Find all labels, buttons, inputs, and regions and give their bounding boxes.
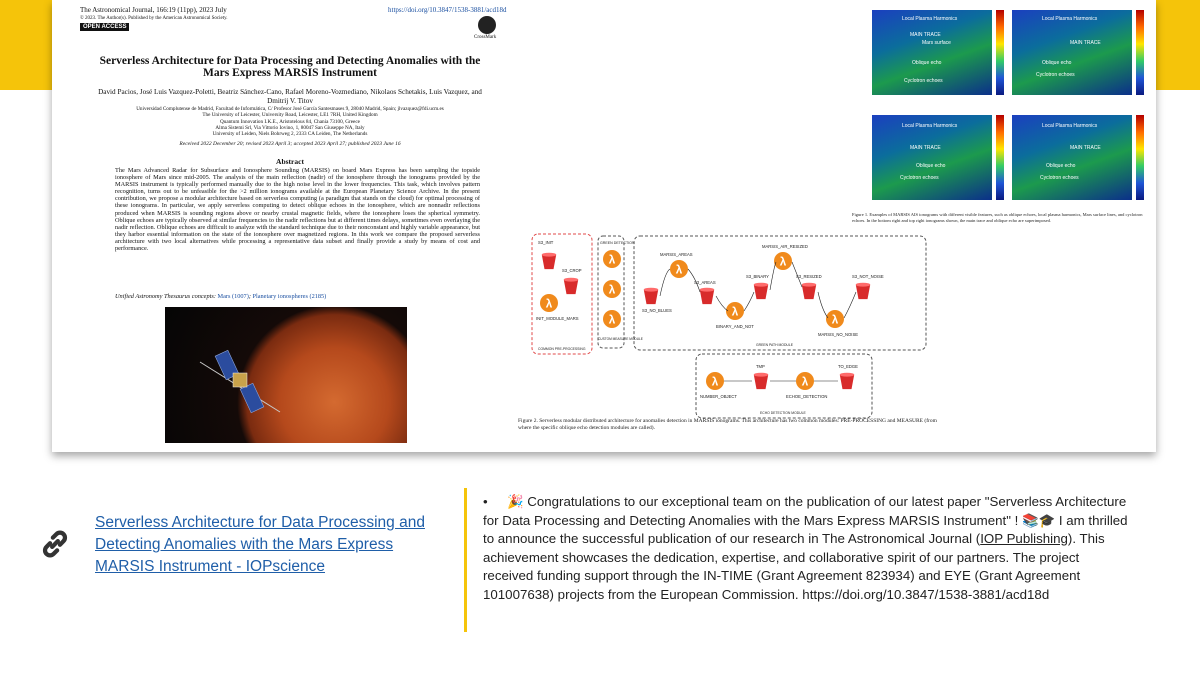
paper-first-page (70, 0, 510, 305)
bucket-icon (840, 373, 854, 389)
ionogram-label: Cyclotron echoes (1040, 175, 1079, 181)
ionogram-label: Local Plasma Harmonics (902, 16, 958, 22)
ionogram-figure (852, 0, 1152, 205)
lambda-icon (706, 372, 724, 390)
ionogram-label: MAIN TRACE (910, 145, 941, 151)
node-label: S3_CROP (562, 268, 582, 273)
ionogram-label: Local Plasma Harmonics (1042, 16, 1098, 22)
announcement-part-1: 🎉 Congratulations to our exceptional team on the publication of our latest paper "Serverless Architecture for Data Processing and Detecting Anomalies with the Mars Express MARSIS Instrument" ! 📚🎓 I am thrilled to announce the successful publication of our research in The Astronomical Journal ( (483, 494, 1128, 547)
link-icon (38, 527, 72, 561)
bucket-icon (856, 283, 870, 299)
affiliation: The University of Leicester, University Road, Leicester, LE1 7RH, United Kingdom (202, 112, 378, 119)
lambda-icon (826, 310, 844, 328)
node-label: S3_BINARY (746, 274, 769, 279)
uat-link-mars[interactable]: Mars (1007) (217, 293, 249, 300)
ionogram-label: Cyclotron echoes (1036, 72, 1075, 78)
bucket-icon (564, 278, 578, 294)
mars-express-image (165, 307, 407, 443)
open-access-badge: OPEN ACCESS (80, 23, 129, 31)
crossmark-label: CrossMark (474, 35, 497, 40)
affiliation: Universidad Complutense de Madrid, Facultad de Informática, C/ Profesor José García Santesmases 9, 28040 Madrid, Spain; jlvazquez@fdi.ucm.es (136, 106, 444, 112)
bucket-icon (802, 283, 816, 299)
bucket-icon (754, 283, 768, 299)
uat-label: Unified Astronomy Thesaurus concepts: (115, 293, 218, 300)
ionogram-label: Cyclotron echoes (904, 78, 943, 84)
affiliation: Alma Sistemi Srl, Via Vittorio Iovino, 1, 80047 San Giuseppe NA, Italy (215, 124, 365, 131)
doi-header: https://doi.org/10.3847/1538-3881/acd18d (388, 6, 507, 14)
abstract-text: The Mars Advanced Radar for Subsurface and Ionosphere Sounding (MARSIS) on board Mars Express has been sampling the topside ionosphere of Mars since mid-2005. The analysis of the main reflection (nadir) of the ionosphere through the ionograms provided by the MARSIS instrument is typically performed manually due to the high noise level in the lower frequencies. This task, which involves pattern recognition, turns out to be unfeasible for the >2 million ionograms available at the European Planetary Science Archive. In the present contribution, we propose a modular architecture based on serverless computing (a paradigm that stands on the cloud) for optimal processing of these ionograms. In particular, we apply serverless computing to detect oblique echoes in the ionosphere, which are nonnadir reflections produced when MARSIS is sounding regions above or nearby crustal magnetic fields, where the ionosphere loses the spherical symmetry. Oblique echoes are typically observed at similar frequencies to the nadir reflections but at different times delays, sometimes even overlaying the nadir reflection. Oblique echoes are difficult to analyze with the standard technique due to their nonconstant and highly variable appearance, but they harbor essential information on the state of the ionosphere over magnetized regions. In this work we compare the proposed serverless architecture with two local alternatives while processing a representative data subset and finally provide a study by means of cost and performance. (115, 167, 480, 253)
copyright-line: © 2023. The Author(s). Published by the American Astronomical Society. (80, 16, 228, 21)
ionogram-label: MAIN TRACE (1070, 40, 1101, 46)
uat-concepts (115, 293, 326, 300)
crossmark-icon (478, 16, 496, 34)
node-label: S3_NOT_NOISE (852, 274, 884, 279)
lambda-icon (774, 252, 792, 270)
affiliation: Quantum Innovation I.K.E., Aristotelous 84, Chania 73100, Greece (220, 118, 360, 125)
ionogram-panel (1012, 10, 1132, 95)
node-label: GREEN DETECTION (600, 241, 635, 245)
ionogram-label: MAIN TRACE (910, 32, 941, 38)
node-label: TMP (756, 364, 765, 369)
ionogram-label: MAIN TRACE (1070, 145, 1101, 151)
node-label: S3_INIT (538, 240, 554, 245)
lambda-icon (603, 280, 621, 298)
screenshot-panel (52, 0, 1156, 452)
node-label: ECHOE_DETECTION (786, 394, 828, 399)
ionogram-panel (1012, 115, 1132, 200)
affiliation: University of Leiden, Niels Bohrweg 2, 2333 CA Leiden, The Netherlands (212, 131, 368, 138)
ionogram-panel (872, 115, 992, 200)
ionogram-label: Oblique echo (912, 60, 942, 66)
accent-band-left (0, 0, 52, 90)
module-label: CUSTOM MEASURE MODULE (598, 337, 643, 341)
lambda-icon (540, 294, 558, 312)
node-label: BINARY_AND_NOT (716, 324, 754, 329)
ionogram-panel (872, 10, 992, 95)
ionogram-label: Oblique echo (916, 163, 946, 169)
figure-1-caption: Figure 1. Examples of MARSIS AIS ionograms with different visible features, such as oblique echoes, local plasma harmonics, Mars surface lines, and cyclotron echoes. In the bottom right and top right ionograms shown, the main trace and oblique echo are superimposed. (852, 212, 1143, 223)
node-label: TO_EDGE (838, 364, 858, 369)
pre-processing-box (532, 234, 592, 354)
paper-authors: David Pacios, José Luis Vazquez-Poletti, Beatriz Sánchez-Cano, Rafael Moreno-Vozmediano, Nikolaos Schetakis, Luis Vazquez, and Dmitrij V. Titov (98, 88, 482, 105)
lambda-icon (726, 302, 744, 320)
bucket-icon (700, 288, 714, 304)
announcement-text (483, 493, 1133, 605)
received-dates: Received 2022 December 20; revised 2023 April 3; accepted 2023 April 27; published 2023 June 16 (179, 141, 401, 147)
paper-link[interactable]: Serverless Architecture for Data Processing and Detecting Anomalies with the Mars Express MARSIS Instrument - IOPscience (95, 514, 425, 575)
uat-separator: ; (248, 293, 253, 300)
node-label: MARSIS_NO_NOISE (818, 332, 859, 337)
journal-line: The Astronomical Journal, 166:19 (11pp), 2023 July (80, 6, 227, 14)
paper-affiliations (100, 106, 480, 137)
uat-link-ionospheres[interactable]: Planetary ionospheres (2185) (252, 293, 327, 300)
ionogram-label: Local Plasma Harmonics (1042, 123, 1098, 129)
spacecraft-icon (195, 347, 285, 417)
bucket-icon (542, 253, 556, 269)
figure-2-caption: Figure 2. Serverless modular distributed architecture for anomalies detection in MARSIS ionograms. This architecture has two common modules: PRE-PROCESSING and MEASURE (from where the specific oblique echo detection modules are called). (518, 418, 937, 431)
module-label: GREEN PATH MODULE (756, 343, 793, 347)
accent-band-right (1156, 0, 1200, 90)
bucket-icon (644, 288, 658, 304)
ionogram-label: Mars surface (922, 40, 951, 46)
iop-publishing-link[interactable]: IOP Publishing (980, 531, 1068, 547)
ionogram-label: Cyclotron echoes (900, 175, 939, 181)
module-label: ECHO DETECTION MODULE (760, 411, 806, 415)
node-label: S3_AREAS (694, 280, 716, 285)
ionogram-label: Oblique echo (1046, 163, 1076, 169)
ionogram-label: Oblique echo (1042, 60, 1072, 66)
architecture-diagram (530, 232, 930, 428)
accent-divider (464, 488, 467, 632)
node-label: MARSIS_AIR_RESIZED (762, 244, 808, 249)
node-label: INIT_MODULE_MARS (536, 316, 579, 321)
node-label: NUMBER_OBJECT (700, 394, 737, 399)
paper-title: Serverless Architecture for Data Processing and Detecting Anomalies with the Mars Express MARSIS Instrument (99, 55, 481, 79)
node-label: S3_NO_BLUES (642, 308, 672, 313)
abstract-heading: Abstract (276, 157, 304, 166)
ionogram-label: Local Plasma Harmonics (902, 123, 958, 129)
node-label: S3_RESIZED (796, 274, 822, 279)
announcement-part-2: ). This achievement showcases the dedication, expertise, and collaborative spirit of our partners. The project received funding support through the IN-TIME (Grant Agreement 823934) and EYE (Grant Agreement 101007638) projects from the European Commission. https://doi.org/10.3847/1538-3881/acd18d (483, 531, 1105, 602)
bucket-icon (754, 373, 768, 389)
lambda-icon (670, 260, 688, 278)
lambda-icon (603, 310, 621, 328)
lambda-icon (796, 372, 814, 390)
bullet: • (483, 494, 488, 509)
node-label: MARSIS_AREAS (660, 252, 693, 257)
module-label: COMMON PRE-PROCESSING (538, 347, 586, 351)
lambda-icon (603, 250, 621, 268)
